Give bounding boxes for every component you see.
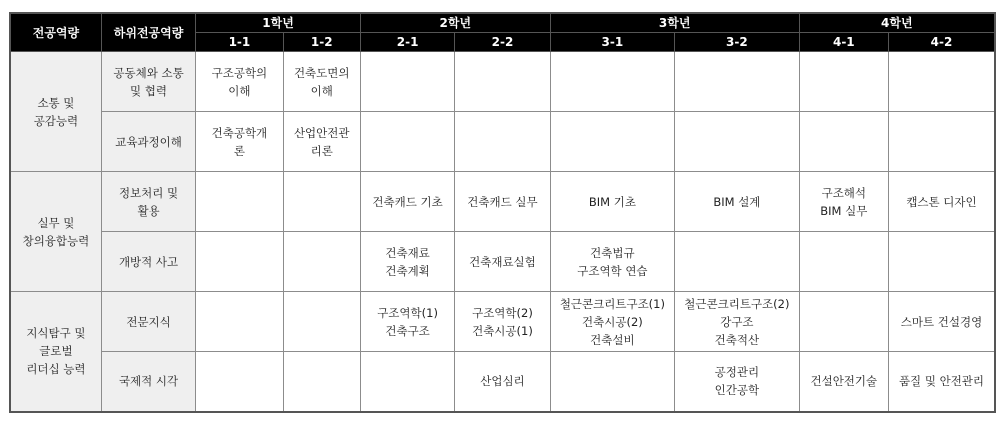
course-cell bbox=[888, 352, 995, 412]
course-cell bbox=[675, 292, 800, 352]
sub-competency-label-line: 개방적 사고 bbox=[118, 254, 179, 269]
course-name: 철근콘크리트구조(2) bbox=[684, 296, 790, 311]
header-semester-1-2: 1-2 bbox=[283, 33, 360, 52]
course-name: 품질 및 안전관리 bbox=[898, 374, 985, 389]
course-cell bbox=[196, 52, 283, 112]
course-name: BIM 기초 bbox=[588, 194, 636, 209]
course-name: 구조역학 연습 bbox=[577, 263, 648, 278]
course-cell bbox=[799, 172, 888, 232]
header-semester-4-2: 4-2 bbox=[888, 33, 995, 52]
course-name: 캡스톤 디자인 bbox=[906, 194, 977, 209]
course-cell bbox=[888, 232, 995, 292]
course-name: 건설안전기술 bbox=[810, 374, 878, 389]
course-name: 구조공학의 bbox=[211, 65, 268, 80]
course-name: 인간공학 bbox=[714, 383, 760, 398]
course-cell bbox=[196, 292, 283, 352]
course-name: 건축법규 bbox=[590, 245, 635, 260]
course-cell bbox=[888, 172, 995, 232]
course-name: 건축공학개 bbox=[211, 125, 268, 140]
course-name: 건축캐드 기초 bbox=[372, 194, 443, 209]
sub-competency-cell bbox=[101, 292, 195, 352]
sub-competency-cell bbox=[101, 172, 195, 232]
sub-competency-cell bbox=[101, 232, 195, 292]
header-year-2: 2학년 bbox=[360, 13, 550, 33]
sub-competency-cell bbox=[101, 52, 195, 112]
course-name: 건축설비 bbox=[590, 332, 635, 347]
header-year-3: 3학년 bbox=[550, 13, 799, 33]
sub-competency-label-line: 및 협력 bbox=[130, 83, 168, 98]
course-name: BIM 실무 bbox=[820, 203, 868, 218]
course-cell bbox=[283, 172, 360, 232]
course-name: 산업심리 bbox=[480, 374, 525, 389]
course-cell bbox=[455, 112, 550, 172]
course-name: 공정관리 bbox=[714, 365, 760, 380]
course-name: 리론 bbox=[310, 143, 333, 158]
header-semester-1-1: 1-1 bbox=[196, 33, 283, 52]
curriculum-body bbox=[10, 52, 995, 412]
course-name: 강구조 bbox=[720, 314, 754, 329]
course-name: 건축시공(2) bbox=[582, 314, 643, 329]
course-cell bbox=[196, 112, 283, 172]
course-name: 건축계획 bbox=[385, 263, 430, 278]
course-cell bbox=[675, 52, 800, 112]
curriculum-table bbox=[9, 12, 996, 413]
course-cell bbox=[550, 52, 674, 112]
course-cell bbox=[550, 112, 674, 172]
competency-label-line: 공감능력 bbox=[33, 113, 79, 128]
course-cell bbox=[283, 292, 360, 352]
course-cell bbox=[675, 232, 800, 292]
course-name: 건축재료 bbox=[385, 245, 430, 260]
course-name: 론 bbox=[233, 143, 245, 158]
course-cell bbox=[283, 52, 360, 112]
header-year-4: 4학년 bbox=[799, 13, 995, 33]
sub-competency-label-line: 전문지식 bbox=[126, 314, 171, 329]
table-row bbox=[10, 52, 995, 112]
course-cell bbox=[360, 232, 454, 292]
course-cell bbox=[360, 172, 454, 232]
course-cell bbox=[283, 352, 360, 412]
course-cell bbox=[550, 292, 674, 352]
competency-label-line: 창의융합능력 bbox=[22, 233, 90, 248]
table-row bbox=[10, 172, 995, 232]
course-cell bbox=[799, 232, 888, 292]
course-cell bbox=[675, 172, 800, 232]
header-semester-2-1: 2-1 bbox=[360, 33, 454, 52]
sub-competency-label-line: 활용 bbox=[137, 203, 160, 218]
course-name: 건축도면의 bbox=[293, 65, 350, 80]
course-name: 건축구조 bbox=[385, 323, 430, 338]
competency-label-line: 실무 및 bbox=[37, 215, 75, 230]
course-cell bbox=[455, 52, 550, 112]
sub-competency-label-line: 공동체와 소통 bbox=[113, 65, 184, 80]
course-name: 건축시공(1) bbox=[472, 323, 533, 338]
course-name: 스마트 건설경영 bbox=[900, 314, 983, 329]
course-cell bbox=[550, 232, 674, 292]
course-cell bbox=[550, 172, 674, 232]
course-cell bbox=[799, 52, 888, 112]
competency-label-line: 지식탐구 및 bbox=[26, 326, 86, 341]
course-cell bbox=[455, 292, 550, 352]
header-sub-competency: 하위전공역량 bbox=[101, 13, 195, 52]
header-semester-2-2: 2-2 bbox=[455, 33, 550, 52]
course-cell bbox=[455, 232, 550, 292]
table-row bbox=[10, 352, 995, 412]
header-competency: 전공역량 bbox=[10, 13, 101, 52]
sub-competency-cell bbox=[101, 112, 195, 172]
table-row bbox=[10, 292, 995, 352]
course-cell bbox=[283, 112, 360, 172]
course-cell bbox=[360, 112, 454, 172]
sub-competency-label-line: 국제적 시각 bbox=[118, 374, 179, 389]
course-cell bbox=[799, 292, 888, 352]
course-cell bbox=[196, 172, 283, 232]
table-row bbox=[10, 232, 995, 292]
header-semester-3-2: 3-2 bbox=[675, 33, 800, 52]
competency-cell bbox=[10, 292, 101, 412]
competency-label-line: 소통 및 bbox=[37, 95, 75, 110]
course-cell bbox=[360, 352, 454, 412]
course-cell bbox=[196, 232, 283, 292]
course-cell bbox=[888, 292, 995, 352]
course-name: 구조해석 bbox=[821, 185, 867, 200]
course-cell bbox=[888, 52, 995, 112]
course-name: 건축캐드 실무 bbox=[467, 194, 538, 209]
course-cell bbox=[455, 352, 550, 412]
header-semester-4-1: 4-1 bbox=[799, 33, 888, 52]
course-name: 건축재료실험 bbox=[469, 254, 536, 269]
course-cell bbox=[455, 172, 550, 232]
course-cell bbox=[799, 352, 888, 412]
course-cell bbox=[360, 292, 454, 352]
course-name: 구조역학(1) bbox=[377, 305, 438, 320]
header-year-1: 1학년 bbox=[196, 13, 361, 33]
course-cell bbox=[283, 232, 360, 292]
course-name: 이해 bbox=[310, 83, 333, 98]
course-name: 구조역학(2) bbox=[472, 305, 533, 320]
competency-label-line: 리더십 능력 bbox=[26, 362, 86, 377]
course-cell bbox=[799, 112, 888, 172]
sub-competency-label-line: 정보처리 및 bbox=[118, 185, 179, 200]
course-name: 이해 bbox=[228, 83, 251, 98]
course-cell bbox=[196, 352, 283, 412]
competency-cell bbox=[10, 172, 101, 292]
course-name: 산업안전관 bbox=[293, 125, 350, 140]
course-cell bbox=[675, 112, 800, 172]
competency-label-line: 글로벌 bbox=[39, 344, 73, 359]
sub-competency-cell bbox=[101, 352, 195, 412]
header-semester-3-1: 3-1 bbox=[550, 33, 674, 52]
course-cell bbox=[675, 352, 800, 412]
course-cell bbox=[888, 112, 995, 172]
competency-cell bbox=[10, 52, 101, 172]
course-name: 건축적산 bbox=[714, 332, 760, 347]
course-cell bbox=[360, 52, 454, 112]
curriculum-table-wrapper bbox=[9, 12, 996, 413]
table-row bbox=[10, 112, 995, 172]
course-name: BIM 설계 bbox=[713, 194, 761, 209]
course-name: 철근콘크리트구조(1) bbox=[559, 296, 665, 311]
course-cell bbox=[550, 352, 674, 412]
sub-competency-label-line: 교육과정이해 bbox=[115, 134, 182, 149]
